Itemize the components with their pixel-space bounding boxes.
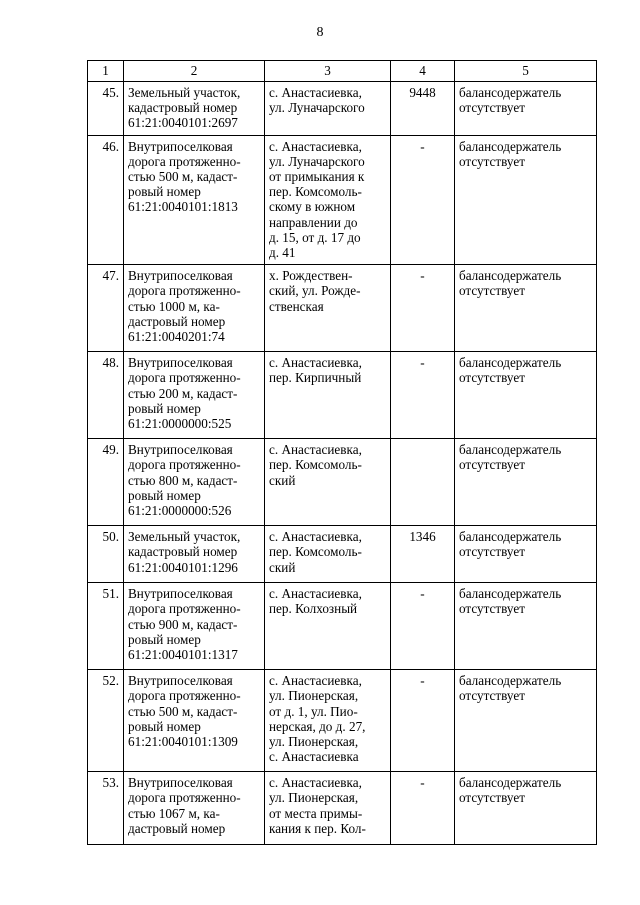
row-number: 48.: [88, 352, 124, 439]
object-area: 1346: [391, 526, 455, 583]
header-row: [88, 61, 597, 82]
object-address: с. Анастасиевка, ул. Луначарского от примыкания к пер. Комсомоль- скому в южном направлении до д. 15, от д. 17 до д. 41: [265, 135, 391, 265]
object-description: Внутрипоселковая дорога протяженно- стью 1067 м, ка- дастровый номер: [124, 772, 265, 845]
balance-holder: балансодержатель отсутствует: [455, 352, 597, 439]
row-number: 49.: [88, 439, 124, 526]
row-number: 46.: [88, 135, 124, 265]
row-number: 50.: [88, 526, 124, 583]
header-col-5: 5: [455, 61, 597, 82]
object-address: с. Анастасиевка, пер. Кирпичный: [265, 352, 391, 439]
object-area: -: [391, 670, 455, 772]
table-row: [88, 439, 597, 526]
balance-holder: балансодержатель отсутствует: [455, 82, 597, 136]
table-row: [88, 583, 597, 670]
header-col-3: 3: [265, 61, 391, 82]
object-address: с. Анастасиевка, пер. Комсомоль- ский: [265, 526, 391, 583]
object-area: -: [391, 135, 455, 265]
balance-holder: балансодержатель отсутствует: [455, 439, 597, 526]
object-area: -: [391, 265, 455, 352]
object-area: 9448: [391, 82, 455, 136]
object-address: х. Рождествен- ский, ул. Рожде- ственская: [265, 265, 391, 352]
balance-holder: балансодержатель отсутствует: [455, 135, 597, 265]
row-number: 47.: [88, 265, 124, 352]
object-description: Внутрипоселковая дорога протяженно- стью 500 м, кадаст- ровый номер 61:21:0040101:1813: [124, 135, 265, 265]
header-col-4: 4: [391, 61, 455, 82]
object-address: с. Анастасиевка, пер. Комсомоль- ский: [265, 439, 391, 526]
table-row: [88, 82, 597, 136]
balance-holder: балансодержатель отсутствует: [455, 670, 597, 772]
object-address: с. Анастасиевка, ул. Пионерская, от места примы- кания к пер. Кол-: [265, 772, 391, 845]
object-description: Земельный участок, кадастровый номер 61:21:0040101:1296: [124, 526, 265, 583]
table-row: [88, 772, 597, 845]
header-col-1: 1: [88, 61, 124, 82]
object-description: Внутрипоселковая дорога протяженно- стью 200 м, кадаст- ровый номер 61:21:0000000:525: [124, 352, 265, 439]
object-address: с. Анастасиевка, ул. Пионерская, от д. 1, ул. Пио- нерская, до д. 27, ул. Пионерская, с. Анастасиевка: [265, 670, 391, 772]
object-description: Внутрипоселковая дорога протяженно- стью 1000 м, ка- дастровый номер 61:21:0040201:74: [124, 265, 265, 352]
table-row: [88, 352, 597, 439]
object-area: -: [391, 772, 455, 845]
object-description: Внутрипоселковая дорога протяженно- стью 500 м, кадаст- ровый номер 61:21:0040101:1309: [124, 670, 265, 772]
table-row: [88, 135, 597, 265]
balance-holder: балансодержатель отсутствует: [455, 772, 597, 845]
row-number: 45.: [88, 82, 124, 136]
row-number: 53.: [88, 772, 124, 845]
object-area: -: [391, 583, 455, 670]
property-table: [87, 60, 597, 845]
balance-holder: балансодержатель отсутствует: [455, 526, 597, 583]
header-col-2: 2: [124, 61, 265, 82]
object-description: Внутрипоселковая дорога протяженно- стью 900 м, кадаст- ровый номер 61:21:0040101:1317: [124, 583, 265, 670]
object-description: Внутрипоселковая дорога протяженно- стью 800 м, кадаст- ровый номер 61:21:0000000:526: [124, 439, 265, 526]
page-number: 8: [316, 25, 324, 40]
row-number: 52.: [88, 670, 124, 772]
object-address: с. Анастасиевка, ул. Луначарского: [265, 82, 391, 136]
table-row: [88, 526, 597, 583]
balance-holder: балансодержатель отсутствует: [455, 583, 597, 670]
table-row: [88, 265, 597, 352]
object-description: Земельный участок, кадастровый номер 61:21:0040101:2697: [124, 82, 265, 136]
object-area: -: [391, 352, 455, 439]
balance-holder: балансодержатель отсутствует: [455, 265, 597, 352]
object-address: с. Анастасиевка, пер. Колхозный: [265, 583, 391, 670]
object-area: [391, 439, 455, 526]
row-number: 51.: [88, 583, 124, 670]
table-row: [88, 670, 597, 772]
